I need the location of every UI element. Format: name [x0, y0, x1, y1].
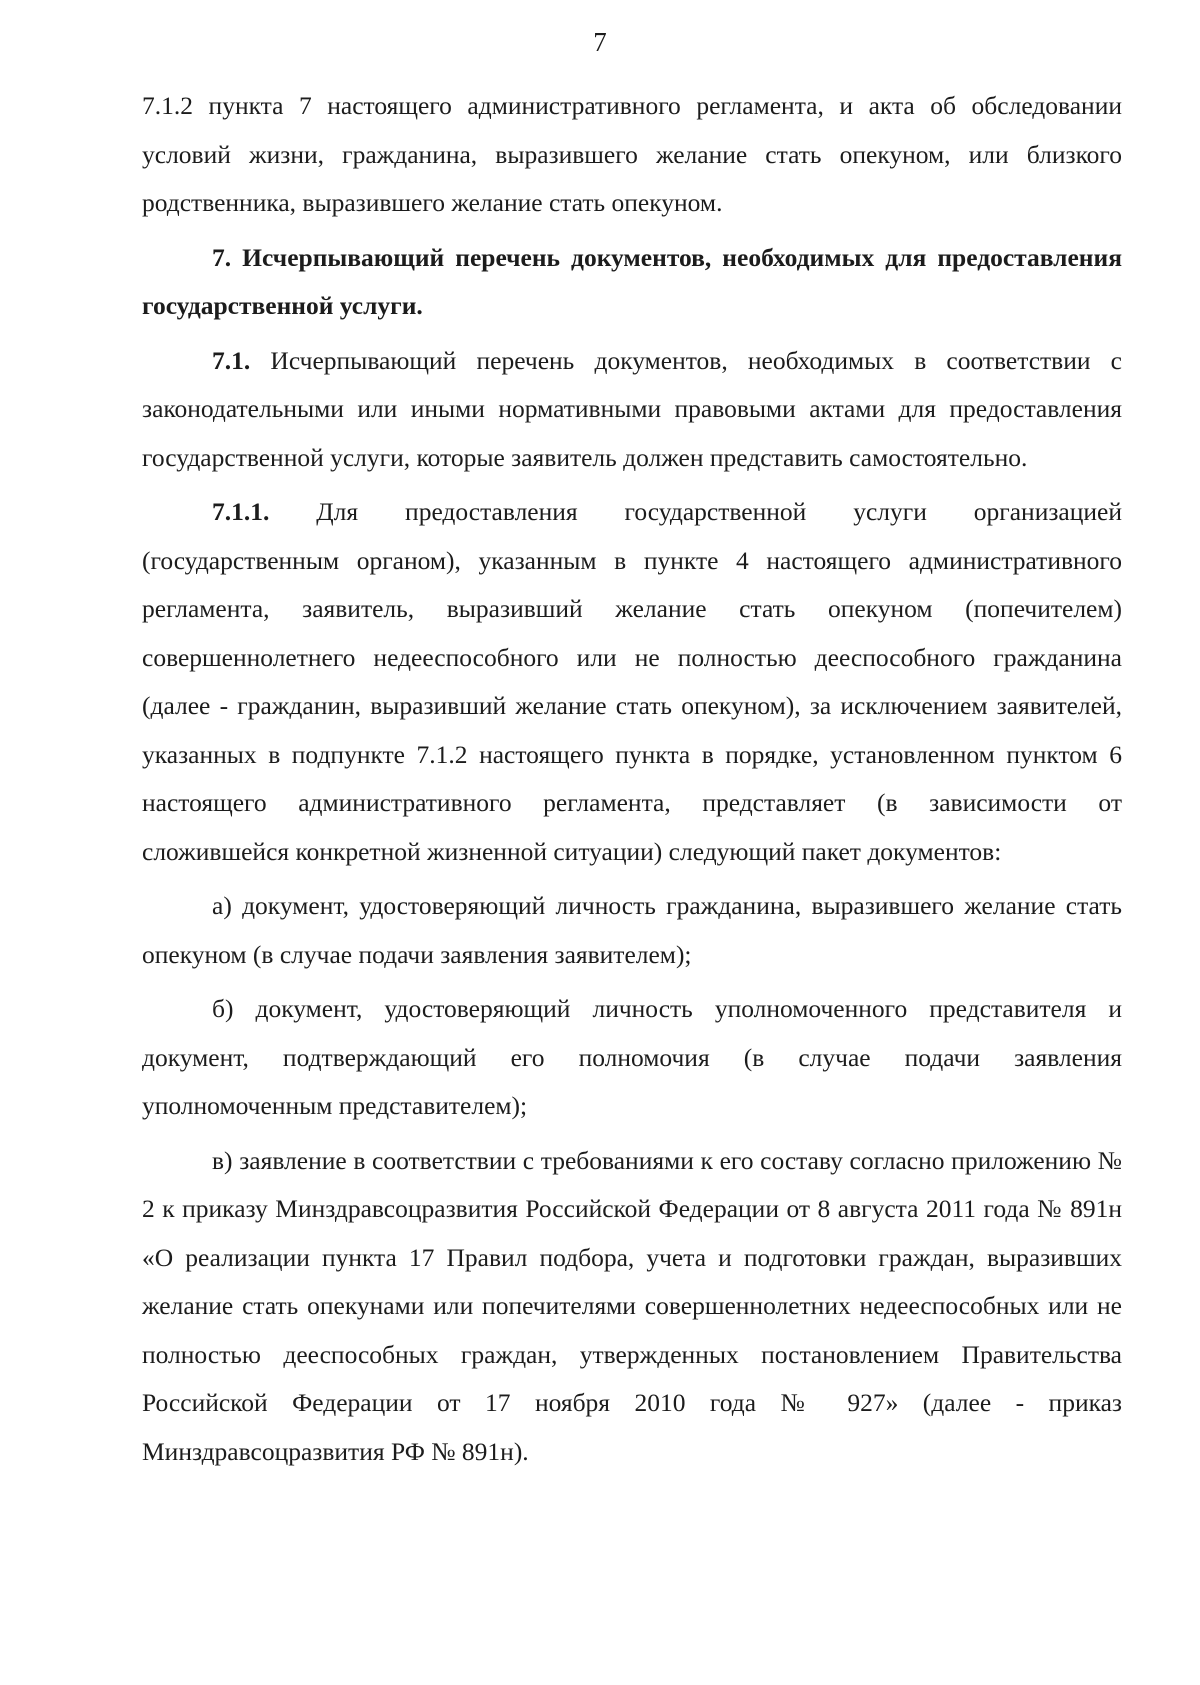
- paragraph-7-1-text: Исчерпывающий перечень документов, необходимых в соответствии с законодательными или иными нормативными правовыми актами для предоставления государственной услуги, которые заявитель должен представить самостоятельно.: [142, 345, 1122, 472]
- document-body: [142, 82, 1122, 1476]
- paragraph-7-1-1-text: Для предоставления государственной услуги организацией (государственным органом), указанным в пункте 4 настоящего административного регламента, заявитель, выразивший желание стать опекуном (попечителем) совершеннолетнего недееспособного или не полностью дееспособного гражданина (далее - гражданин, выразивший желание стать опекуном), за исключением заявителей, указанных в подпункте 7.1.2 настоящего пункта в порядке, установленном пунктом 6 настоящего административного регламента, представляет (в зависимости от сложившейся конкретной жизненной ситуации) следующий пакет документов:: [142, 497, 1122, 866]
- paragraph-continuation: 7.1.2 пункта 7 настоящего административного регламента, и акта об обследовании условий жизни, гражданина, выразившего желание стать опекуном, или близкого родственника, выразившего желание стать опекуном.: [142, 91, 1122, 217]
- list-item-b: б) документ, удостоверяющий личность уполномоченного представителя и документ, подтверждающий его полномочия (в случае подачи заявления уполномоченным представителем);: [142, 994, 1122, 1120]
- paragraph-7-1-1: [142, 488, 1122, 876]
- section-heading: 7. Исчерпывающий перечень документов, необходимых для предоставления государственной услуги.: [142, 242, 1122, 320]
- paragraph-7-1: [142, 337, 1122, 483]
- page-number: 7: [593, 27, 607, 57]
- paragraph-7-1-number: 7.1.: [212, 345, 251, 375]
- list-item-v: в) заявление в соответствии с требованиями к его составу согласно приложению № 2 к приказу Минздравсоцразвития Российской Федерации от 8 августа 2011 года № 891н «О реализации пункта 17 Правил подбора, учета и подготовки граждан, выразивших желание стать опекунами или попечителями совершеннолетних недееспособных или не полностью дееспособных граждан, утвержденных постановлением Правительства Российской Федерации от 17 ноября 2010 года № 927» (далее - приказ Минздравсоцразвития РФ № 891н).: [142, 1145, 1122, 1466]
- paragraph-7-1-1-number: 7.1.1.: [212, 497, 270, 526]
- list-item-a: а) документ, удостоверяющий личность гражданина, выразившего желание стать опекуном (в случае подачи заявления заявителем);: [142, 891, 1122, 969]
